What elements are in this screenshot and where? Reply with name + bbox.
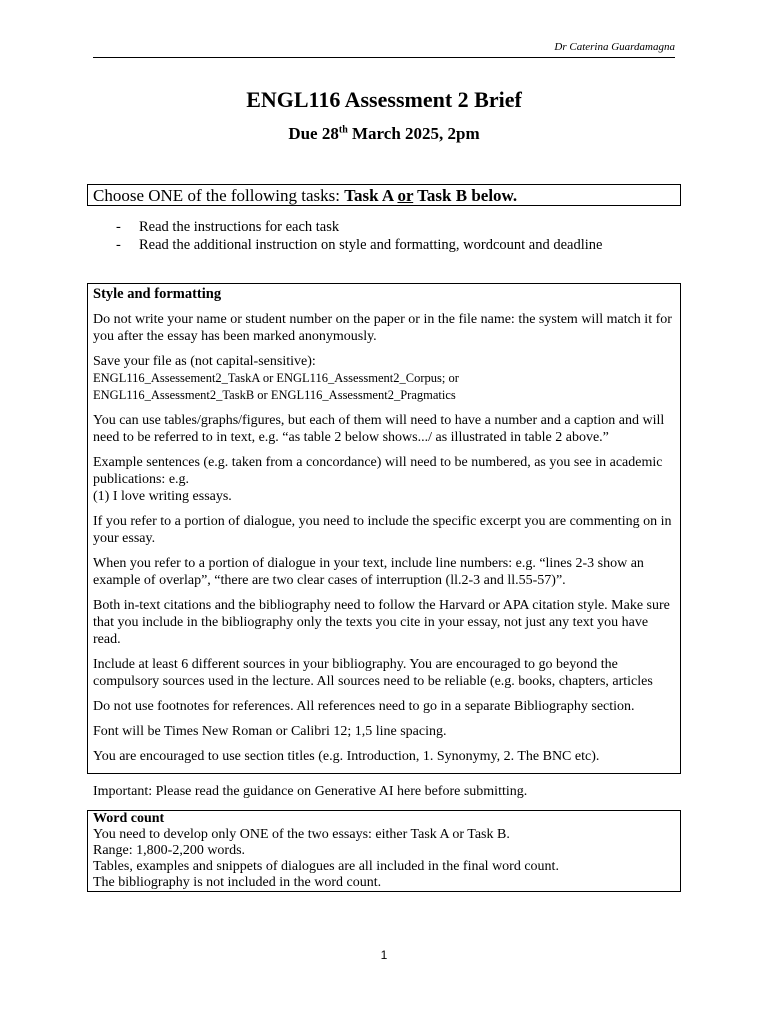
style-p2 [93,353,674,404]
page-number: 1 [380,948,388,962]
style-p7: Both in-text citations and the bibliography need to follow the Harvard or APA citation style. Make sure that you include in the bibliography only the texts you cite in your essay, not just any text you have read. [93,598,670,647]
style-heading: Style and formatting [93,286,222,302]
style-p4 [93,454,674,505]
word-count-box [87,810,681,892]
style-p8: Include at least 6 different sources in your bibliography. You are encouraged to go beyond the compulsory sources used in the lecture. All sources need to be reliable (e.g. books, chapters, articles [93,657,653,689]
style-formatting-box [87,283,681,774]
document-title: ENGL116 Assessment 2 Brief [246,87,522,112]
word-count-heading: Word count [93,811,165,826]
word-count-line: The bibliography is not included in the word count. [93,875,382,890]
or-label: or [397,186,414,205]
style-p1: Do not write your name or student number on the paper or in the file name: the system will match it for you after the essay has been marked anonymously. [93,312,672,344]
task-b-label: Task B below. [413,186,518,205]
choose-lead: Choose ONE of the following tasks: [93,186,345,205]
style-p6: When you refer to a portion of dialogue in your text, include line numbers: e.g. “lines 2-3 show an example of overlap”, “there are two clear cases of interruption (ll.2-3 and ll.55-57)”. [93,556,644,588]
author-name: Dr Caterina Guardamagna [554,41,675,53]
style-p9: Do not use footnotes for references. All references need to go in a separate Bibliography section. [93,699,635,714]
word-count-line: Range: 1,800-2,200 words. [93,843,246,858]
word-count-line: You need to develop only ONE of the two essays: either Task A or Task B. [93,827,510,842]
task-a-label: Task A [344,186,398,205]
save-file-line: Save your file as (not capital-sensitive): [93,354,316,369]
important-note: Important: Please read the guidance on Generative AI here before submitting. [93,784,528,799]
choose-task-box [87,184,681,206]
list-item: - Read the instructions for each task [116,219,340,235]
example-sentence-intro: Example sentences (e.g. taken from a concordance) will need to be numbered, as you see in academic publications: e.g. [93,455,663,487]
style-p10: Font will be Times New Roman or Calibri 12; 1,5 line spacing. [93,724,447,739]
word-count-line: Tables, examples and snippets of dialogues are all included in the final word count. [93,859,559,874]
filename-line-2: ENGL116_Assessment2_TaskB or ENGL116_Assessment2_Pragmatics [93,388,456,402]
due-suffix: March 2025, 2pm [347,124,480,143]
instruction-list [116,218,602,254]
list-item-text: Read the instructions for each task [139,219,340,235]
due-prefix: Due 28 [288,124,339,143]
list-item: - Read the additional instruction on style and formatting, wordcount and deadline [116,237,603,253]
style-p11: You are encouraged to use section titles (e.g. Introduction, 1. Synonymy, 2. The BNC etc). [93,749,600,764]
example-sentence: (1) I love writing essays. [93,489,232,504]
style-p3: You can use tables/graphs/figures, but each of them will need to have a number and a caption and will need to be referred to in text, e.g. “as table 2 below shows.../ as illustrated in table 2 above.” [93,413,665,445]
list-item-text: Read the additional instruction on style and formatting, wordcount and deadline [139,237,603,253]
due-ordinal: th [338,124,348,136]
filename-line-1: ENGL116_Assessement2_TaskA or ENGL116_Assessment2_Corpus; or [93,371,459,385]
header-rule [93,41,675,58]
due-date [0,124,768,144]
style-p5: If you refer to a portion of dialogue, you need to include the specific excerpt you are commenting on in your essay. [93,514,672,546]
